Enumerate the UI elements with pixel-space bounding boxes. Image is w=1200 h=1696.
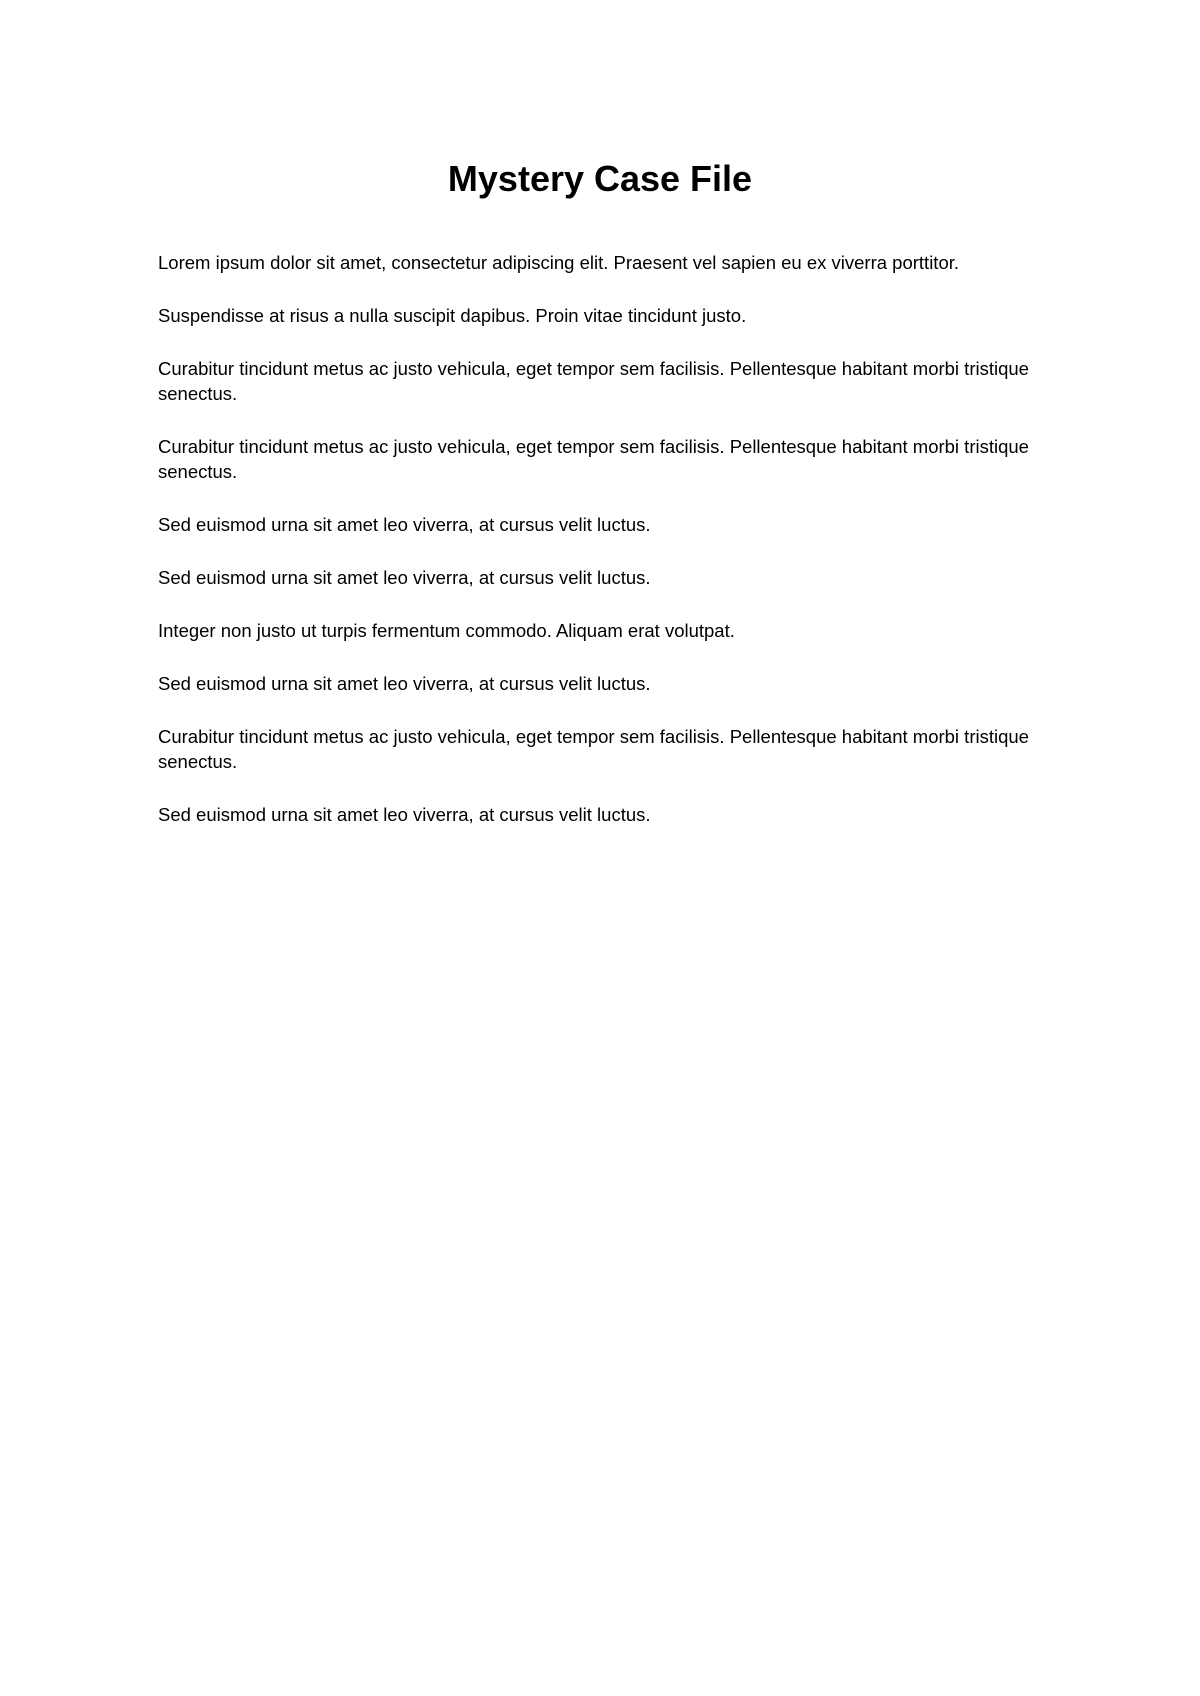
document-title: Mystery Case File: [447, 158, 753, 199]
paragraph-5: Sed euismod urna sit amet leo viverra, at cursus velit luctus.: [158, 514, 651, 535]
paragraph-6: Sed euismod urna sit amet leo viverra, at cursus velit luctus.: [158, 567, 651, 588]
paragraph-8: Sed euismod urna sit amet leo viverra, at cursus velit luctus.: [158, 673, 651, 694]
paragraph-2: Suspendisse at risus a nulla suscipit dapibus. Proin vitae tincidunt justo.: [158, 305, 747, 326]
paragraph-3: Curabitur tincidunt metus ac justo vehicula, eget tempor sem facilisis. Pellentesque habitant morbi tristique senectus.: [158, 358, 1029, 404]
paragraph-9: Curabitur tincidunt metus ac justo vehicula, eget tempor sem facilisis. Pellentesque habitant morbi tristique senectus.: [158, 726, 1029, 772]
paragraph-4: Curabitur tincidunt metus ac justo vehicula, eget tempor sem facilisis. Pellentesque habitant morbi tristique senectus.: [158, 436, 1029, 482]
paragraph-1: Lorem ipsum dolor sit amet, consectetur adipiscing elit. Praesent vel sapien eu ex viverra porttitor.: [158, 252, 960, 273]
paragraph-10: Sed euismod urna sit amet leo viverra, at cursus velit luctus.: [158, 804, 651, 825]
paragraph-7: Integer non justo ut turpis fermentum commodo. Aliquam erat volutpat.: [158, 620, 735, 641]
document-body: [158, 250, 1038, 855]
